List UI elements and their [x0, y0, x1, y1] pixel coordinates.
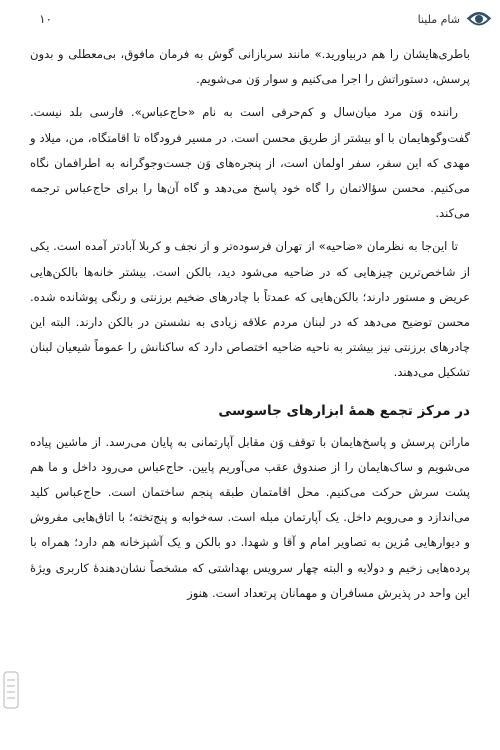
page-number: ۱۰ [39, 12, 52, 26]
publisher-logo-icon [466, 8, 492, 30]
section-heading: در مرکز تجمع همهٔ ابزارهای جاسوسی [218, 402, 470, 419]
paragraph: ماراتن پرسش و پاسخ‌هایمان با توقف وَن مقابل آپارتمانی به پایان می‌رسد. از ماشین پیاده می‌شویم و ساک‌هایمان را از صندوق عقب می‌آوریم پایین. حاج‌عباس می‌رود داخل و ما هم پشت سرش حرکت می‌کنیم. محل اقامتمان طبقه پنجم ساختمان است. حاج‌عباس کلید می‌اندازد و می‌رویم داخل. یک آپارتمان مبله است. سه‌خوابه و پنج‌تخته؛ با اتاق‌هایی مفروش و دیوارهایی مُزین به تصاویر امام و آقا و شهدا. دو بالکن و یک آشپزخانه هم دارد؛ همراه با پرده‌هایی زخیم و دولایه و البته چهار سرویس بهداشتی که مشخصاً نشان‌دهندهٔ کاربری ویژهٔ این واحد در پذیرش مسافران و مهمانان پرتعداد است. هنوز [30, 434, 470, 600]
watermark-icon [2, 670, 20, 710]
paragraph: راننده وَن مرد میان‌سال و کم‌حرفی است به نام «حاج‌عباس». فارسی بلد نیست. گفت‌وگوهایمان با او بیشتر از طریق محسن است. در مسیر فرودگاه تا اقامتگاه، من، میلاد و مهدی که این سفر، سفر اولمان است، از پنجره‌های وَن جست‌وجوگرانه به اطرافمان نگاه می‌کنیم. محسن سؤالاتمان را گاه خود پاسخ می‌دهد و گاه آن‌ها را برای حاج‌عباس ترجمه می‌کند. [30, 105, 470, 221]
paragraph: باطری‌هایشان را هم دربیاورید.» مانند سربازانی گوش به فرمان مافوق، بی‌معطلی و بدون پرسش، دستوراتش را اجرا می‌کنیم و سوار وَن می‌شویم. [30, 47, 470, 87]
page-header [0, 8, 500, 38]
paragraph: تا این‌جا به نظرمان «ضاحیه» از تهران فرسوده‌تر و از نجف و کربلا آبادتر آمده است. یکی از شاخص‌ترین چیزهایی که در ضاحیه می‌شود دید، بالکن است. بیشتر خانه‌ها بالکن‌هایی عریض و مستور دارند؛ بالکن‌هایی که عمدتاً با چادرهای ضخیم برزنتی و رنگی پوشانده شده. محسن توضیح می‌دهد که در لبنان مردم علاقه زیادی به نشستن در بالکن دارند. البته این چادرهای برزنتی نیز بیشتر به ناحیه ضاحیه اختصاص دارد که ساکنانش را عموماً شیعیان لبنان تشکیل می‌دهند. [30, 239, 470, 380]
page-content [30, 42, 470, 614]
book-title: شام ملینا [417, 13, 460, 26]
